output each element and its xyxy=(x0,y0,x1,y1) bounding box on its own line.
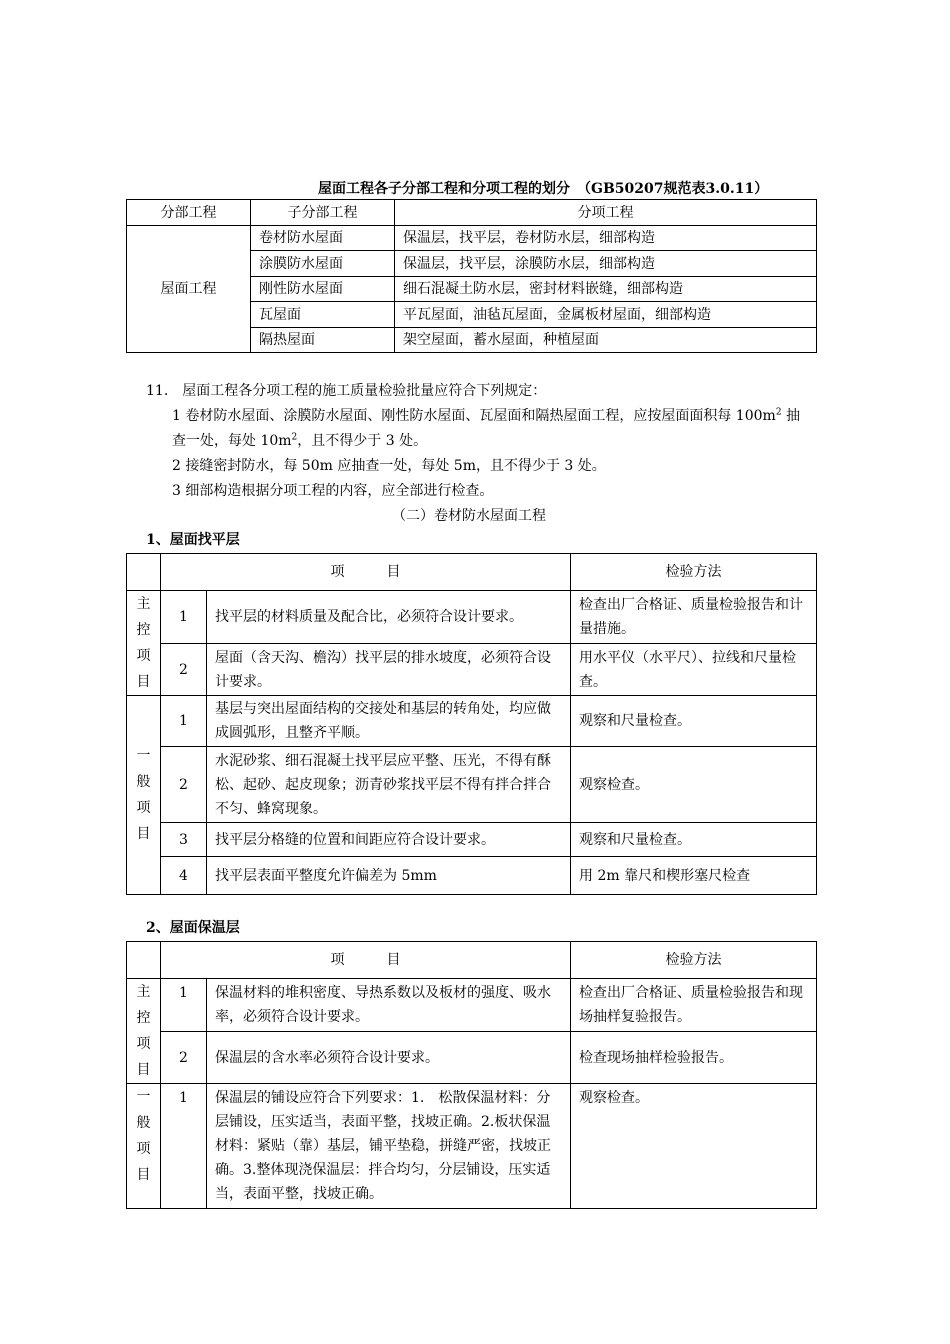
item-text: 保温层的铺设应符合下列要求：1. 松散保温材料：分层铺设，压实适当，表面平整，找坡正确。2.板状保温材料：紧贴（靠）基层，铺平垫稳，拼缝严密，找坡正确。3.整体现浇保温层：拌合均匀，分层铺设，压实适当，表面平整，找坡正确。 xyxy=(207,1084,571,1209)
section11-item1-line2: 查一处，每处 $10m^2$，且不得少于 3 处。 xyxy=(172,432,428,449)
header-items: 分项工程 xyxy=(395,200,817,226)
item-text: 保温材料的堆积密度、导热系数以及板材的强度、吸水率，必须符合设计要求。 xyxy=(207,979,571,1032)
items-cell: 平瓦屋面，油毡瓦屋面，金属板材屋面，细部构造 xyxy=(395,302,817,328)
item-text: 保温层的含水率必须符合设计要求。 xyxy=(207,1032,571,1084)
header-division: 分部工程 xyxy=(127,200,251,226)
general-label: 一 般 项 目 xyxy=(127,1084,161,1209)
header-blank xyxy=(127,554,161,591)
subdivision-cell: 刚性防水屋面 xyxy=(251,277,395,302)
item-text: 水泥砂浆、细石混凝土找平层应平整、压光，不得有酥松、起砂、起皮现象；沥青砂浆找平层不得有拌合拌合不匀、蜂窝现象。 xyxy=(207,747,571,823)
method-text: 观察检查。 xyxy=(571,1084,817,1209)
row-number: 4 xyxy=(161,857,207,895)
division-cell: 屋面工程 xyxy=(127,226,251,353)
method-text: 观察和尺量检查。 xyxy=(571,696,817,747)
leveling-layer-table xyxy=(126,553,817,895)
section11-heading: 11. 屋面工程各分项工程的施工质量检验批量应符合下列规定： xyxy=(146,383,547,399)
header-subdivision: 子分部工程 xyxy=(251,200,395,226)
method-text: 检查出厂合格证、质量检验报告和现场抽样复验报告。 xyxy=(571,979,817,1032)
row-number: 2 xyxy=(161,747,207,823)
table3-heading: 2、屋面保温层 xyxy=(146,920,240,936)
insulation-layer-table xyxy=(126,941,817,1209)
method-text: 用水平仪（水平尺）、拉线和尺量检查。 xyxy=(571,644,817,696)
item-text: 找平层表面平整度允许偏差为 5mm xyxy=(207,857,571,895)
header-method: 检验方法 xyxy=(571,554,817,591)
item-text: 找平层分格缝的位置和间距应符合设计要求。 xyxy=(207,823,571,857)
table2-heading: 1、屋面找平层 xyxy=(146,532,240,548)
subdivision-cell: 卷材防水屋面 xyxy=(251,226,395,251)
section-subtitle: （二）卷材防水屋面工程 xyxy=(392,508,546,524)
items-cell: 细石混凝土防水层，密封材料嵌缝，细部构造 xyxy=(395,277,817,302)
items-cell: 保温层，找平层，涂膜防水层，细部构造 xyxy=(395,251,817,277)
main-control-label: 主 控 项 目 xyxy=(127,979,161,1084)
header-blank xyxy=(127,942,161,979)
section11-item2: 2 接缝密封防水，每 50m 应抽查一处，每处 5m，且不得少于 3 处。 xyxy=(172,458,606,474)
division-table xyxy=(126,199,817,353)
section11-item3: 3 细部构造根据分项工程的内容，应全部进行检查。 xyxy=(172,483,494,499)
row-number: 1 xyxy=(161,591,207,644)
table1-title: 屋面工程各子分部工程和分项工程的划分 （GB50207规范表3.0.11） xyxy=(318,181,769,197)
method-text: 观察检查。 xyxy=(571,747,817,823)
item-text: 基层与突出屋面结构的交接处和基层的转角处，均应做成圆弧形，且整齐平顺。 xyxy=(207,696,571,747)
row-number: 1 xyxy=(161,979,207,1032)
items-cell: 保温层，找平层，卷材防水层，细部构造 xyxy=(395,226,817,251)
item-text: 找平层的材料质量及配合比，必须符合设计要求。 xyxy=(207,591,571,644)
method-text: 检查出厂合格证、质量检验报告和计量措施。 xyxy=(571,591,817,644)
subdivision-cell: 隔热屋面 xyxy=(251,328,395,353)
method-text: 观察和尺量检查。 xyxy=(571,823,817,857)
row-number: 1 xyxy=(161,1084,207,1209)
header-item: 项 目 xyxy=(161,554,571,591)
section11-item1-line1: 1 卷材防水屋面、涂膜防水屋面、刚性防水屋面、瓦屋面和隔热屋面工程，应按屋面面积每 $100m^2$ 抽 xyxy=(172,407,800,424)
items-cell: 架空屋面，蓄水屋面，种植屋面 xyxy=(395,328,817,353)
method-text: 用 2m 靠尺和楔形塞尺检查 xyxy=(571,857,817,895)
subdivision-cell: 瓦屋面 xyxy=(251,302,395,328)
subdivision-cell: 涂膜防水屋面 xyxy=(251,251,395,277)
method-text: 检查现场抽样检验报告。 xyxy=(571,1032,817,1084)
row-number: 1 xyxy=(161,696,207,747)
header-item: 项 目 xyxy=(161,942,571,979)
item-text: 屋面（含天沟、檐沟）找平层的排水坡度，必须符合设计要求。 xyxy=(207,644,571,696)
row-number: 3 xyxy=(161,823,207,857)
main-control-label: 主 控 项 目 xyxy=(127,591,161,696)
header-method: 检验方法 xyxy=(571,942,817,979)
general-label: 一 般 项 目 xyxy=(127,696,161,895)
row-number: 2 xyxy=(161,644,207,696)
row-number: 2 xyxy=(161,1032,207,1084)
